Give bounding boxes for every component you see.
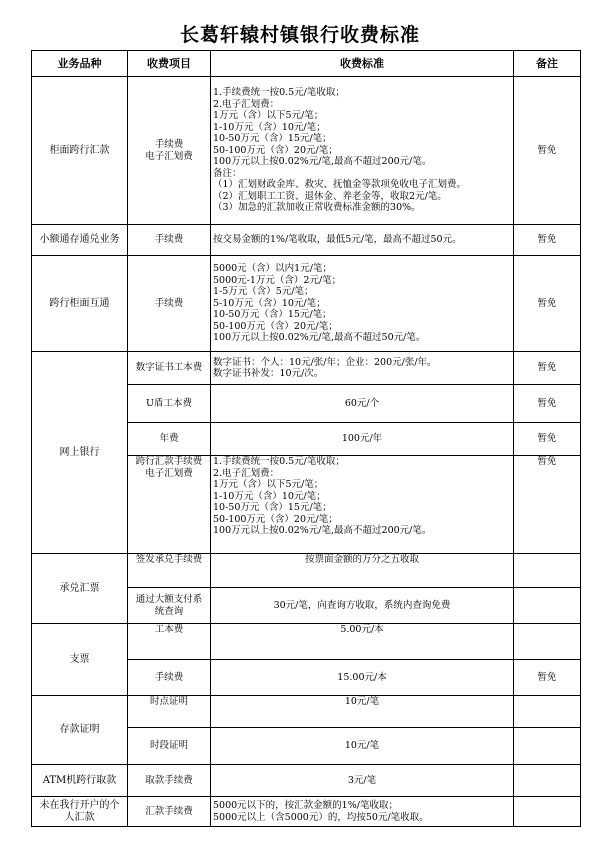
item-nonclient-remit: 汇款手续费 (128, 797, 211, 827)
standard-cheque-cost: 5.00元/本 (211, 624, 514, 660)
table-row (32, 696, 581, 728)
item-annual-fee: 年费 (128, 423, 211, 456)
standard-acceptance-issue: 按票面金额的万分之五收取 (211, 554, 514, 588)
table-header-row (32, 51, 581, 77)
category-deposit-proof: 存款证明 (32, 696, 128, 765)
note-deposit-point (514, 696, 581, 728)
note-online-remit: 暂免 (514, 456, 581, 554)
category-atm: ATM机跨行取款 (32, 765, 128, 797)
table-row (32, 554, 581, 588)
item-deposit-point: 时点证明 (128, 696, 211, 728)
table-row (32, 225, 581, 256)
header-note: 备注 (514, 51, 581, 77)
standard-small-deposit: 按交易金额的1%/笔收取，最低5元/笔，最高不超过50元。 (211, 225, 514, 256)
category-small-deposit: 小额通存通兑业务 (32, 225, 128, 256)
category-interbank-counter: 跨行柜面互通 (32, 256, 128, 352)
item-acceptance-issue: 签发承兑手续费 (128, 554, 211, 588)
standard-interbank-counter: 5000元（含）以内1元/笔； 5000元-1万元（含）2元/笔； 1-5万元（含）5元/笔； 5-10万元（含）10元/笔； 10-50万元（含）15元/笔； 50-100万元（含）20元/笔； 100万元以上按0.02%元/笔,最高不超过50元/笔。 (211, 256, 514, 352)
item-cheque-fee: 手续费 (128, 660, 211, 696)
fee-table (31, 50, 581, 827)
note-digital-cert: 暂免 (514, 352, 581, 385)
table-row (32, 765, 581, 797)
item-atm: 取款手续费 (128, 765, 211, 797)
category-cheque: 支票 (32, 624, 128, 696)
table-row (32, 352, 581, 385)
table-row (32, 256, 581, 352)
note-counter-remittance: 暂免 (514, 77, 581, 225)
standard-deposit-period: 10元/笔 (211, 728, 514, 765)
note-ukey: 暂免 (514, 385, 581, 423)
note-nonclient-remit (514, 797, 581, 827)
standard-nonclient-remit: 5000元以下的，按汇款金额的1%/笔收取； 5000元以上（含5000元）的，均按50元/笔收取。 (211, 797, 514, 827)
item-digital-cert: 数字证书工本费 (128, 352, 211, 385)
category-online-banking: 网上银行 (32, 352, 128, 554)
note-cheque-cost (514, 624, 581, 660)
table-row (32, 624, 581, 660)
page-title: 长葛轩辕村镇银行收费标准 (179, 24, 420, 46)
category-acceptance-bill: 承兑汇票 (32, 554, 128, 624)
category-counter-remittance: 柜面跨行汇款 (32, 77, 128, 225)
item-interbank-counter: 手续费 (128, 256, 211, 352)
standard-digital-cert: 数字证书：个人：10元/张/年；企业：200元/张/年。 数字证书补发：10元/次。 (211, 352, 514, 385)
note-acceptance-issue (514, 554, 581, 588)
header-item: 收费项目 (128, 51, 211, 77)
item-counter-remittance: 手续费 电子汇划费 (128, 77, 211, 225)
standard-cheque-fee: 15.00元/本 (211, 660, 514, 696)
standard-counter-remittance: 1.手续费统一按0.5元/笔收取； 2.电子汇划费： 1万元（含）以下5元/笔； 1-10万元（含）10元/笔； 10-50万元（含）15元/笔； 50-100万元（含）20元/笔； 100万元以上按0.02%元/笔,最高不超过200元/笔。 备注： （1）汇划财政金库、救灾、抚恤金等款项免收电子汇划费。 （2）汇划职工工资、退休金、养老金等，收取2元/笔。 （3）加急的汇款加收正常收费标准金额的30%。 (211, 77, 514, 225)
item-deposit-period: 时段证明 (128, 728, 211, 765)
standard-annual-fee: 100元/年 (211, 423, 514, 456)
header-category: 业务品种 (32, 51, 128, 77)
note-atm (514, 765, 581, 797)
item-online-remit: 跨行汇款手续费 电子汇划费 (128, 456, 211, 554)
note-cheque-fee: 暂免 (514, 660, 581, 696)
note-interbank-counter: 暂免 (514, 256, 581, 352)
category-nonclient-remit: 未在我行开户的个 人汇款 (32, 797, 128, 827)
note-deposit-period (514, 728, 581, 765)
note-small-deposit: 暂免 (514, 225, 581, 256)
note-annual-fee: 暂免 (514, 423, 581, 456)
item-acceptance-query: 通过大额支付系 统查询 (128, 588, 211, 624)
item-small-deposit: 手续费 (128, 225, 211, 256)
standard-acceptance-query: 30元/笔，向查询方收取，系统内查询免费 (211, 588, 514, 624)
standard-ukey: 60元/个 (211, 385, 514, 423)
table-row (32, 77, 581, 225)
item-ukey: U盾工本费 (128, 385, 211, 423)
standard-deposit-point: 10元/笔 (211, 696, 514, 728)
table-row (32, 797, 581, 827)
header-standard: 收费标准 (211, 51, 514, 77)
standard-online-remit: 1.手续费统一按0.5元/笔收取； 2.电子汇划费： 1万元（含）以下5元/笔； 1-10万元（含）10元/笔； 10-50万元（含）15元/笔； 50-100万元（含）20元/笔； 100万元以上按0.02%元/笔,最高不超过200元/笔。 (211, 456, 514, 554)
note-acceptance-query (514, 588, 581, 624)
standard-atm: 3元/笔 (211, 765, 514, 797)
item-cheque-cost: 工本费 (128, 624, 211, 660)
